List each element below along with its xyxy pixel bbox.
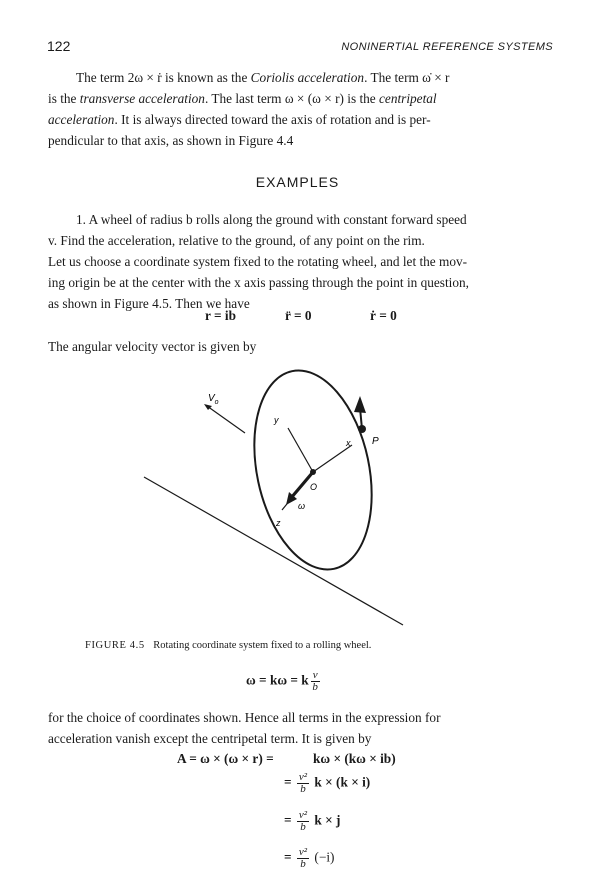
- center-point: [310, 469, 316, 475]
- example-line-1: 1. A wheel of radius b rolls along the ground with constant forward speed: [76, 212, 467, 227]
- accel-row-3: = $\frac{\text{v²}}{b}$ k × j: [284, 809, 341, 833]
- accel-row-1-lhs: A = ω × (ω × r) =: [177, 751, 274, 766]
- angular-velocity-line: The angular velocity vector is given by: [48, 339, 257, 354]
- label-v0: $V_o$: [208, 393, 219, 406]
- caption-text: Rotating coordinate system fixed to a rolling wheel.: [153, 640, 372, 651]
- section-heading: EXAMPLES: [255, 174, 340, 190]
- label-y: y: [274, 415, 279, 425]
- page-number: 122: [47, 38, 71, 54]
- accel-row-1-rhs: kω × (kω × ib): [313, 751, 396, 766]
- example-line-3: Let us choose a coordinate system fixed to the rotating wheel, and let the mov-: [48, 254, 468, 269]
- intro-line-4: pendicular to that axis, as shown in Figure 4.4: [48, 133, 294, 148]
- intro-line-1: The term 2ω × ṙ is known as the Coriolis acceleration. The term ω̇ × r: [76, 70, 450, 85]
- velocity-arrow: [207, 406, 245, 433]
- closing-line-2: acceleration vanish except the centripetal term. It is given by: [48, 731, 372, 746]
- y-axis: [288, 428, 313, 472]
- label-z: z: [276, 518, 281, 528]
- intro-line-2: is the transverse acceleration. The last term ω × (ω × r) is the centripetal: [48, 91, 437, 106]
- label-o: O: [310, 482, 318, 492]
- label-p: P: [372, 436, 379, 447]
- label-omega: ω: [298, 501, 306, 511]
- label-x: x: [346, 438, 351, 448]
- x-axis: [313, 445, 352, 472]
- omega-equation: ω = kω = k $\frac{v}{b}$: [246, 669, 318, 693]
- intro-line-3: acceleration. It is always directed toward the axis of rotation and is per-: [48, 112, 431, 127]
- example-line-4: ing origin be at the center with the x axis passing through the point in question,: [48, 275, 469, 290]
- equation-r-ddot: r̈ = 0: [285, 308, 312, 323]
- equation-r: r = ib: [205, 308, 236, 323]
- ground-line: [144, 477, 403, 625]
- closing-paragraph: [48, 707, 553, 749]
- example-line-5: as shown in Figure 4.5. Then we have: [48, 296, 250, 311]
- figure-caption: [85, 640, 371, 651]
- accel-row-4: = $\frac{\text{v²}}{b}$ (−i): [284, 846, 335, 870]
- running-title: NONINERTIAL REFERENCE SYSTEMS: [341, 41, 553, 53]
- accel-row-2: = $\frac{\text{v²}}{b}$ k × (k × i): [284, 771, 371, 795]
- equation-r-dot: ṙ = 0: [370, 308, 397, 323]
- caption-label: FIGURE 4.5: [85, 640, 145, 651]
- example-line-2: v. Find the acceleration, relative to the ground, of any point on the rim.: [48, 233, 425, 248]
- closing-line-1: for the choice of coordinates shown. Hence all terms in the expression for: [48, 710, 441, 725]
